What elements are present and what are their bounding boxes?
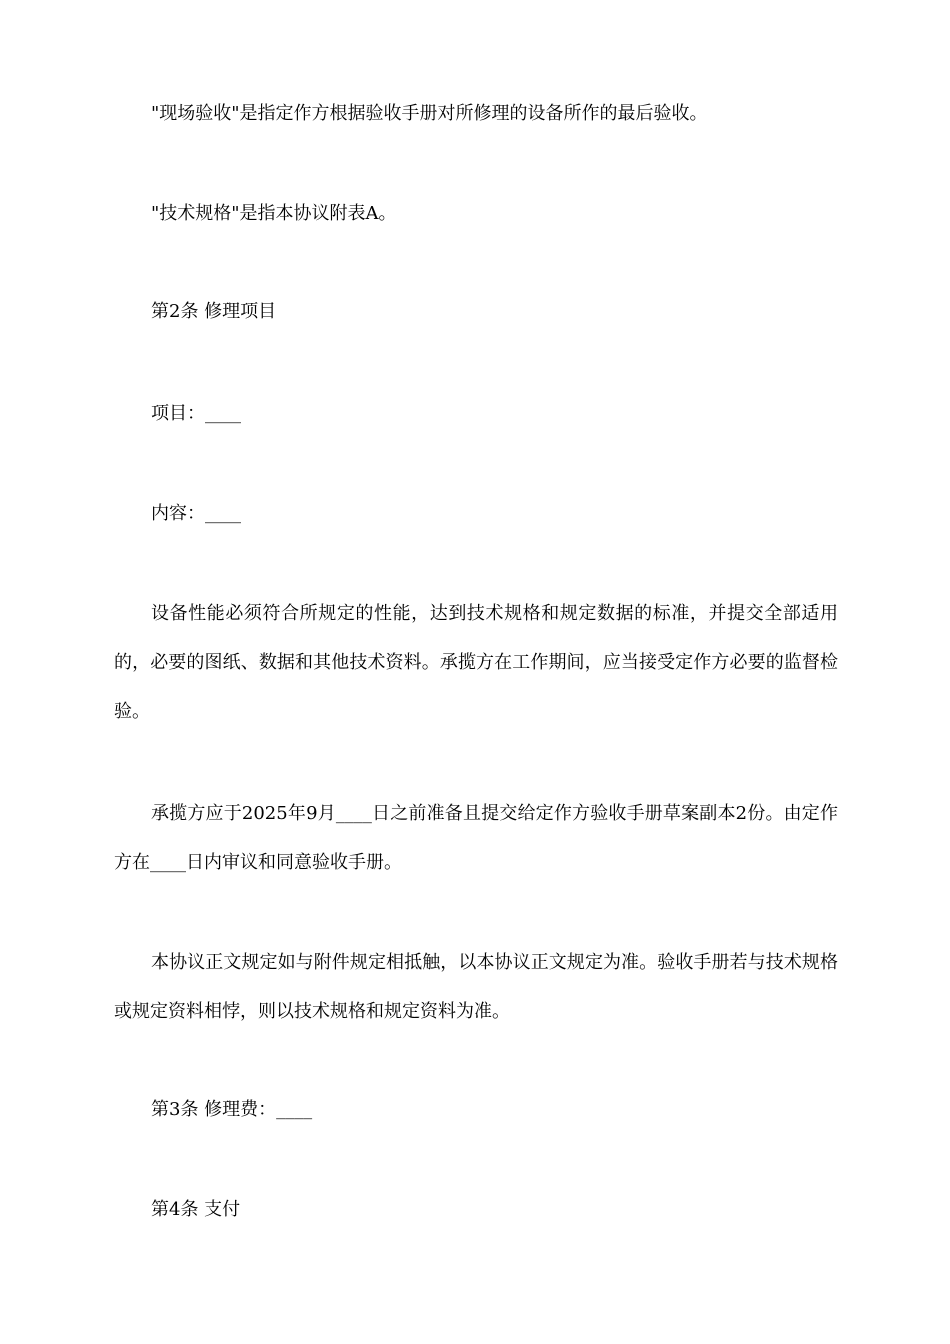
precedence-paragraph: 本协议正文规定如与附件规定相抵触，以本协议正文规定为准。验收手册若与技术规格或规定资料相悖，则以技术规格和规定资料为准。	[114, 952, 838, 1022]
content-field: 内容：____	[151, 503, 241, 524]
article-3-heading: 第3条 修理费：____	[151, 1099, 313, 1120]
performance-paragraph: 设备性能必须符合所规定的性能，达到技术规格和规定数据的标准，并提交全部适用的，必要的图纸、数据和其他技术资料。承揽方在工作期间，应当接受定作方必要的监督检验。	[114, 603, 838, 722]
definition-site-acceptance: "现场验收"是指定作方根据验收手册对所修理的设备所作的最后验收。	[151, 103, 708, 124]
acceptance-manual-paragraph: 承揽方应于2025年9月____日之前准备且提交给定作方验收手册草案副本2份。由定作方在____日内审议和同意验收手册。	[114, 803, 838, 873]
article-4-heading: 第4条 支付	[151, 1199, 241, 1220]
project-field: 项目：____	[151, 403, 241, 424]
definition-technical-spec: "技术规格"是指本协议附表A。	[151, 203, 397, 224]
article-2-heading: 第2条 修理项目	[151, 301, 277, 322]
